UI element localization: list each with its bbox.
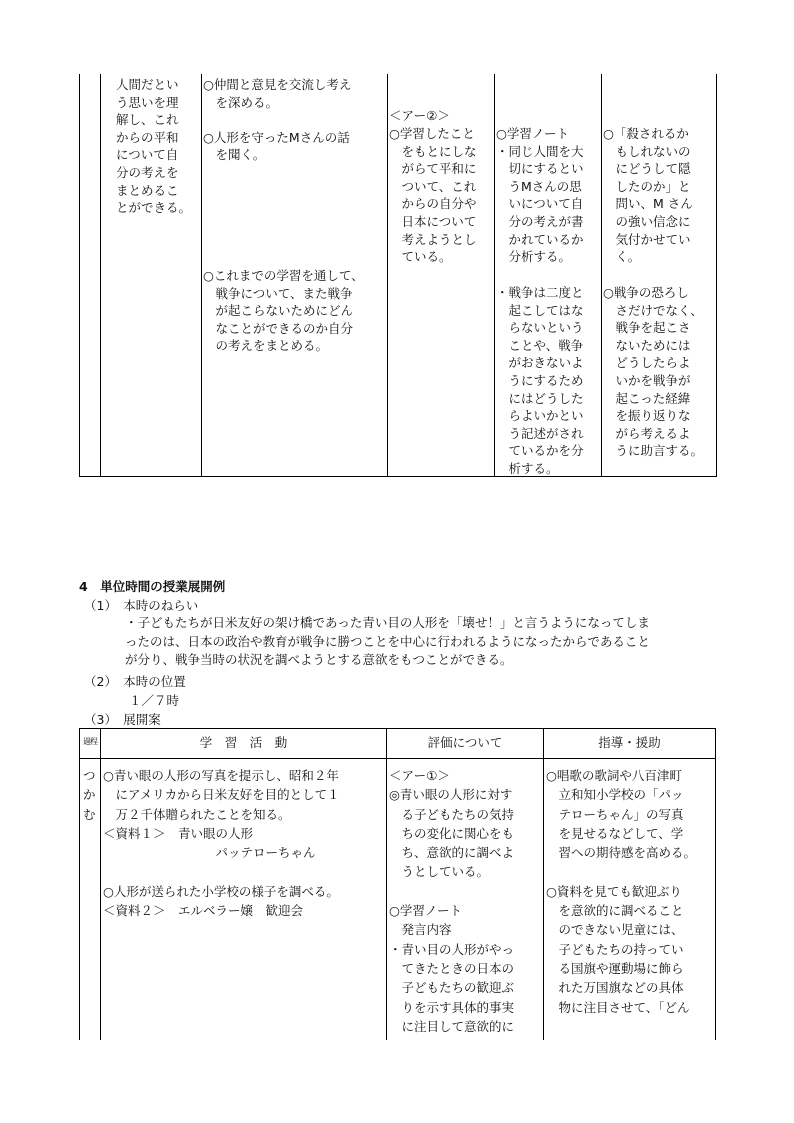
text-line: の考えをまとめる。 — [203, 338, 329, 354]
table2-rule — [386, 728, 387, 1040]
text-line: ついて、これ — [389, 178, 477, 194]
text-line: 人間だとい — [116, 77, 179, 92]
stage-char: か — [83, 787, 96, 803]
table1-rule — [100, 74, 101, 476]
subsection-label: （2） 本時の位置 — [84, 674, 186, 689]
text-line: がら考えるよ — [603, 425, 691, 441]
text-line: がらて平和に — [389, 161, 477, 177]
table1-rule — [79, 74, 80, 476]
text-line: 気付かせてい — [603, 231, 691, 247]
text-line: がおきないよ — [496, 355, 584, 371]
text-line: さだけでなく、 — [603, 302, 703, 318]
text-line: らないという — [496, 320, 584, 336]
text-line: をもとにしな — [389, 143, 477, 159]
evaluation-text — [389, 766, 514, 1036]
text-line: ち、意欲的に調べよ — [389, 845, 515, 861]
subsection-label: （3） 展開案 — [84, 712, 161, 727]
text-line: ・戦争は二度と — [496, 285, 584, 300]
text-line: 戦争について、また戦争 — [203, 285, 353, 301]
lesson-goal-text — [116, 76, 191, 217]
text-line — [389, 882, 514, 901]
text-line: 日本について — [389, 213, 477, 229]
text-line: 析する。 — [496, 460, 559, 476]
evaluation-text — [389, 125, 477, 266]
text-line: に注目して意欲的に — [389, 1018, 515, 1034]
text-line: ったのは、日本の政治や教育が戦争に勝つことを中心に行われるようになったからであること — [125, 633, 650, 649]
text-line: 立和知小学校の「パッ — [546, 787, 684, 803]
text-line: ○人形が送られた小学校の様子を調べる。 — [103, 883, 339, 899]
text-line — [546, 862, 696, 881]
column-header-evaluation: 評価について — [427, 735, 503, 750]
text-line: にアメリカから日米友好を目的として１ — [103, 787, 340, 803]
text-line: ○資料を見ても歓迎ぶり — [546, 883, 682, 899]
text-line: 子どもたちの歓迎ぶ — [389, 980, 515, 996]
support-text — [546, 766, 696, 1017]
text-line: らよいかとい — [496, 408, 584, 424]
text-line: 起こった経緯 — [603, 390, 691, 406]
text-line: いについて自 — [496, 196, 584, 212]
text-line: 子どもたちの持ってい — [546, 941, 684, 957]
text-line: ちの変化に関心をも — [389, 825, 515, 841]
stage-char: む — [83, 806, 96, 822]
text-line: 戦争を起こさ — [603, 320, 691, 336]
text-line: にはどうした — [496, 390, 584, 406]
section-heading: 4 単位時間の授業展開例 — [79, 579, 226, 594]
text-line: ○学習したこと — [389, 126, 475, 141]
table2-rule — [79, 728, 80, 1040]
stage-char: つ — [83, 768, 96, 783]
table1-bottom-rule — [79, 476, 717, 477]
text-line: 問い、M さん — [603, 196, 693, 212]
text-line: が起こらないためにどん — [203, 303, 354, 319]
text-line: ことや、戦争 — [496, 337, 584, 353]
text-line: ○仲間と意見を交流し考え — [203, 77, 352, 92]
evaluation-method-text — [496, 284, 584, 478]
text-line: かれているか — [496, 231, 584, 247]
table2-header-rule — [79, 758, 716, 759]
text-line: を見せるなどして、学 — [546, 825, 684, 841]
text-line: りを示す具体的事実 — [389, 999, 515, 1015]
text-line: 切にするとい — [496, 161, 584, 177]
text-line: からの自分や — [389, 196, 477, 212]
text-line: ＜資料２＞ エルベラー嬢 歓迎会 — [103, 903, 304, 919]
text-line: 分の考えが書 — [496, 213, 584, 229]
text-line: ・子どもたちが日米友好の架け橋であった青い目の人形を「壊せ！」と言うようになってしま — [125, 615, 650, 630]
table1-rule — [601, 74, 602, 476]
text-line: ○学習ノート — [389, 903, 463, 919]
table2-rule — [715, 728, 716, 1040]
text-line: うにするため — [496, 372, 584, 388]
text-line — [103, 862, 340, 881]
text-line: テローちゃん」の写真 — [546, 806, 684, 822]
evaluation-method-text — [496, 125, 584, 266]
text-line: 分の考えを — [116, 164, 179, 180]
text-line: ・同じ人間を大 — [496, 143, 584, 159]
table1-rule — [387, 74, 388, 476]
subsection-label: （1） 本時のねらい — [84, 598, 199, 613]
text-line: う思いを理 — [116, 94, 179, 110]
text-line: について自 — [116, 147, 179, 163]
table1-rule — [494, 74, 495, 476]
text-line: にどうして隠 — [603, 161, 691, 177]
lesson-position-text: １／７時 — [129, 693, 180, 708]
stage-label — [83, 766, 96, 824]
text-line: ○これまでの学習を通して、 — [203, 268, 364, 283]
text-line: る子どもたちの気持 — [389, 806, 515, 822]
column-header-support: 指導・援助 — [598, 735, 661, 750]
text-line: ているかを分 — [496, 443, 584, 459]
text-line: まとめるこ — [116, 182, 179, 198]
text-line: ○戦争の恐ろし — [603, 285, 689, 300]
text-line: く。 — [603, 249, 641, 265]
text-line: れた万国旗などの具体 — [546, 980, 684, 996]
table2-top-rule — [79, 728, 716, 729]
table1-rule — [201, 74, 202, 476]
text-line: る国旗や運動場に飾ら — [546, 960, 684, 976]
text-line: したのか」と — [603, 178, 691, 194]
text-line: ている。 — [389, 249, 452, 265]
text-line: とができる。 — [116, 200, 192, 216]
text-line: からの平和 — [116, 129, 179, 145]
text-line: 考えようとし — [389, 231, 477, 247]
lesson-aim-text — [125, 614, 650, 670]
text-line: う記述がされ — [496, 425, 584, 441]
support-text — [603, 125, 693, 266]
text-line: ◎青い眼の人形に対す — [389, 787, 513, 803]
text-line: いかを戦争が — [603, 372, 691, 388]
text-line: ○青い眼の人形の写真を提示し、昭和２年 — [103, 768, 339, 783]
text-line: の強い信念に — [603, 213, 691, 229]
learning-activity-text — [203, 267, 364, 355]
support-text — [603, 284, 703, 460]
text-line: うに助言する。 — [603, 443, 704, 459]
text-line: ○「殺されるか — [603, 126, 689, 141]
text-line: を深める。 — [203, 94, 279, 110]
text-line: のできない児童には、 — [546, 922, 684, 938]
text-line: うMさんの思 — [496, 178, 582, 194]
text-line: てきたときの日本の — [389, 960, 515, 976]
text-line: を意欲的に調べること — [546, 903, 684, 919]
text-line: ＜アー①＞ — [389, 768, 450, 783]
text-line: 起こしてはな — [496, 302, 584, 318]
text-line: ○人形を守ったMさんの話 — [203, 129, 350, 145]
text-line: 解し、これ — [116, 112, 179, 128]
text-line: が分り、戦争当時の状況を調べようとする意欲をもつことができる。 — [125, 652, 513, 667]
column-header-stage: 過程 — [83, 737, 97, 746]
text-line: ＜資料１＞ 青い眼の人形 — [103, 825, 254, 841]
text-line: どうしたらよ — [603, 355, 691, 371]
text-line: もしれないの — [603, 143, 691, 159]
text-line: を聞く。 — [203, 147, 266, 163]
text-line: うとしている。 — [389, 864, 490, 880]
text-line: 習への期待感を高める。 — [546, 845, 697, 861]
text-line: 分析する。 — [496, 249, 572, 265]
table2-rule — [543, 728, 544, 1040]
text-line: ないためには — [603, 337, 691, 353]
text-line: ・青い目の人形がやっ — [389, 941, 515, 957]
text-line: 物に注目させて、「どん — [546, 999, 690, 1015]
text-line: 万２千体贈られたことを知る。 — [103, 806, 291, 822]
table1-rule — [716, 74, 717, 476]
text-line: パッテローちゃん — [103, 845, 316, 861]
table2-rule — [100, 728, 101, 1040]
learning-activity-text — [103, 766, 340, 920]
text-line: なことができるのか自分 — [203, 320, 354, 336]
column-header-activity: 学 習 活 動 — [199, 735, 288, 750]
text-line: ○学習ノート — [496, 126, 570, 141]
evaluation-criterion-label: ＜アー②＞ — [389, 108, 450, 123]
learning-activity-text — [203, 76, 351, 164]
text-line — [203, 111, 351, 129]
text-line: ○唱歌の歌詞や八百津町 — [546, 768, 682, 783]
text-line: 発言内容 — [389, 922, 452, 938]
text-line: を振り返りな — [603, 408, 691, 424]
